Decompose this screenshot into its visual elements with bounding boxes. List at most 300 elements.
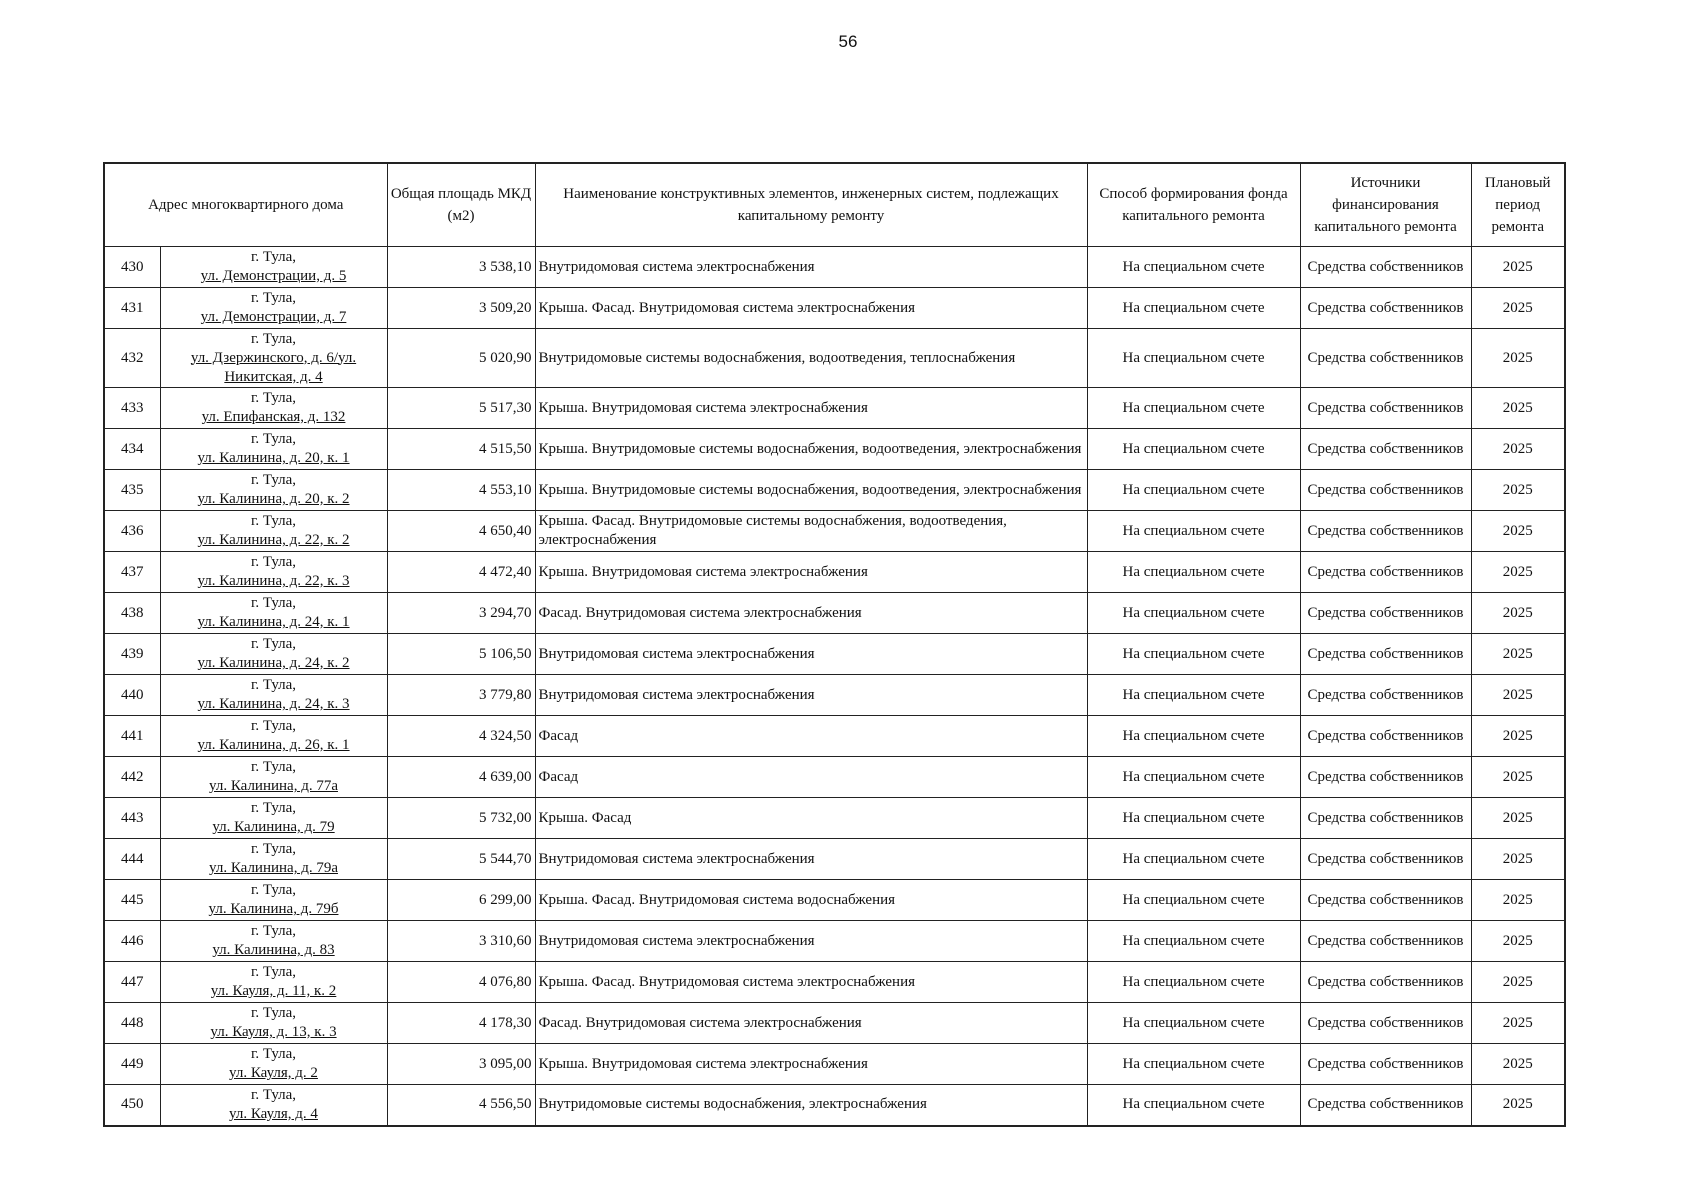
row-number-cell bbox=[104, 839, 160, 880]
address-street: ул. Калинина, д. 77а bbox=[209, 778, 338, 794]
row-number-cell bbox=[104, 593, 160, 634]
period-value: 2025 bbox=[1502, 1096, 1533, 1113]
method-cell bbox=[1087, 552, 1300, 593]
row-number-cell bbox=[104, 288, 160, 329]
source-cell bbox=[1300, 880, 1471, 921]
table-row bbox=[104, 921, 1565, 962]
elements-cell bbox=[535, 839, 1087, 880]
elements-value: Крыша. Внутридомовые системы водоснабжения, водоотведения, электроснабжения bbox=[538, 481, 1082, 498]
method-cell bbox=[1087, 675, 1300, 716]
source-value: Средства собственников bbox=[1307, 645, 1464, 662]
elements-cell bbox=[535, 388, 1087, 429]
row-number: 445 bbox=[121, 891, 144, 908]
address-cell bbox=[160, 552, 387, 593]
table-row bbox=[104, 880, 1565, 921]
elements-value: Внутридомовая система электроснабжения bbox=[538, 258, 815, 275]
source-cell bbox=[1300, 634, 1471, 675]
period-cell bbox=[1471, 757, 1565, 798]
elements-value: Крыша. Фасад. Внутридомовые системы водоснабжения, водоотведения, электроснабжения bbox=[538, 513, 1007, 548]
period-cell bbox=[1471, 1044, 1565, 1085]
source-value: Средства собственников bbox=[1307, 440, 1464, 457]
source-value: Средства собственников bbox=[1307, 809, 1464, 826]
area-value: 4 556,50 bbox=[479, 1096, 532, 1113]
period-value: 2025 bbox=[1502, 522, 1533, 539]
period-value: 2025 bbox=[1502, 299, 1533, 316]
period-cell bbox=[1471, 288, 1565, 329]
elements-value: Крыша. Внутридомовая система электроснабжения bbox=[538, 1055, 868, 1072]
method-value: На специальном счете bbox=[1122, 258, 1265, 275]
address-cell bbox=[160, 511, 387, 552]
elements-value: Внутридомовая система электроснабжения bbox=[538, 850, 815, 867]
address-street: ул. Калинина, д. 83 bbox=[212, 942, 335, 958]
address-street: ул. Демонстрации, д. 5 bbox=[200, 268, 347, 284]
elements-cell bbox=[535, 1003, 1087, 1044]
area-value: 3 294,70 bbox=[479, 604, 532, 621]
method-value: На специальном счете bbox=[1122, 850, 1265, 867]
address-city: г. Тула, bbox=[250, 290, 297, 306]
period-cell bbox=[1471, 675, 1565, 716]
area-cell bbox=[387, 839, 535, 880]
area-cell bbox=[387, 798, 535, 839]
source-value: Средства собственников bbox=[1307, 686, 1464, 703]
period-value: 2025 bbox=[1502, 1055, 1533, 1072]
row-number-cell bbox=[104, 798, 160, 839]
address-city: г. Тула, bbox=[250, 964, 297, 980]
row-number: 441 bbox=[121, 727, 144, 744]
elements-cell bbox=[535, 921, 1087, 962]
period-cell bbox=[1471, 470, 1565, 511]
period-value: 2025 bbox=[1502, 399, 1533, 416]
table-row bbox=[104, 511, 1565, 552]
elements-cell bbox=[535, 511, 1087, 552]
address-street: ул. Калинина, д. 24, к. 2 bbox=[197, 655, 350, 671]
area-value: 4 650,40 bbox=[479, 522, 532, 539]
area-cell bbox=[387, 329, 535, 388]
method-cell bbox=[1087, 329, 1300, 388]
address-city: г. Тула, bbox=[250, 882, 297, 898]
source-cell bbox=[1300, 1044, 1471, 1085]
method-cell bbox=[1087, 798, 1300, 839]
row-number-cell bbox=[104, 634, 160, 675]
address-street: ул. Кауля, д. 2 bbox=[229, 1065, 318, 1081]
elements-cell bbox=[535, 552, 1087, 593]
address-cell bbox=[160, 634, 387, 675]
area-cell bbox=[387, 757, 535, 798]
row-number: 448 bbox=[121, 1014, 144, 1031]
table-row bbox=[104, 839, 1565, 880]
address-city: г. Тула, bbox=[250, 923, 297, 939]
period-value: 2025 bbox=[1502, 850, 1533, 867]
address-city: г. Тула, bbox=[250, 718, 297, 734]
source-value: Средства собственников bbox=[1307, 891, 1464, 908]
address-street: ул. Кауля, д. 4 bbox=[229, 1105, 318, 1122]
elements-value: Крыша. Внутридомовая система электроснабжения bbox=[538, 399, 868, 416]
source-value: Средства собственников bbox=[1307, 563, 1464, 580]
elements-cell bbox=[535, 962, 1087, 1003]
address-street: ул. Калинина, д. 79 bbox=[212, 819, 335, 835]
period-value: 2025 bbox=[1502, 1014, 1533, 1031]
table-row bbox=[104, 1085, 1565, 1126]
area-cell bbox=[387, 247, 535, 288]
source-cell bbox=[1300, 962, 1471, 1003]
source-cell bbox=[1300, 798, 1471, 839]
row-number-cell bbox=[104, 429, 160, 470]
elements-cell bbox=[535, 675, 1087, 716]
period-cell bbox=[1471, 388, 1565, 429]
elements-value: Крыша. Фасад bbox=[538, 809, 632, 826]
source-value: Средства собственников bbox=[1307, 1096, 1464, 1113]
address-street: ул. Калинина, д. 20, к. 2 bbox=[197, 491, 350, 507]
elements-cell bbox=[535, 757, 1087, 798]
table-row bbox=[104, 593, 1565, 634]
address-cell bbox=[160, 429, 387, 470]
row-number: 437 bbox=[121, 563, 144, 580]
address-cell bbox=[160, 1044, 387, 1085]
row-number: 431 bbox=[121, 299, 144, 316]
source-value: Средства собственников bbox=[1307, 1014, 1464, 1031]
method-cell bbox=[1087, 921, 1300, 962]
area-value: 4 639,00 bbox=[479, 768, 532, 785]
area-value: 4 472,40 bbox=[479, 563, 532, 580]
period-cell bbox=[1471, 716, 1565, 757]
method-cell bbox=[1087, 470, 1300, 511]
area-cell bbox=[387, 1085, 535, 1126]
area-cell bbox=[387, 1003, 535, 1044]
row-number-cell bbox=[104, 511, 160, 552]
area-cell bbox=[387, 1044, 535, 1085]
address-street: ул. Кауля, д. 13, к. 3 bbox=[210, 1024, 337, 1040]
method-cell bbox=[1087, 429, 1300, 470]
period-cell bbox=[1471, 552, 1565, 593]
source-value: Средства собственников bbox=[1307, 850, 1464, 867]
period-value: 2025 bbox=[1502, 686, 1533, 703]
elements-cell bbox=[535, 247, 1087, 288]
address-cell bbox=[160, 839, 387, 880]
area-cell bbox=[387, 880, 535, 921]
method-value: На специальном счете bbox=[1122, 522, 1265, 539]
table-row bbox=[104, 429, 1565, 470]
row-number-cell bbox=[104, 388, 160, 429]
address-street: ул. Калинина, д. 26, к. 1 bbox=[197, 737, 350, 753]
elements-value: Крыша. Внутридомовые системы водоснабжения, водоотведения, электроснабжения bbox=[538, 440, 1082, 457]
method-value: На специальном счете bbox=[1122, 563, 1265, 580]
header-area: Общая площадь МКД (м2) bbox=[387, 163, 535, 247]
row-number-cell bbox=[104, 552, 160, 593]
period-cell bbox=[1471, 1085, 1565, 1126]
method-cell bbox=[1087, 880, 1300, 921]
source-value: Средства собственников bbox=[1307, 481, 1464, 498]
address-cell bbox=[160, 921, 387, 962]
row-number-cell bbox=[104, 962, 160, 1003]
period-cell bbox=[1471, 880, 1565, 921]
period-value: 2025 bbox=[1502, 481, 1533, 498]
table-row bbox=[104, 675, 1565, 716]
area-value: 3 310,60 bbox=[479, 932, 532, 949]
address-street: ул. Калинина, д. 22, к. 3 bbox=[197, 573, 350, 589]
area-cell bbox=[387, 716, 535, 757]
address-city: г. Тула, bbox=[250, 249, 297, 265]
row-number: 432 bbox=[121, 349, 144, 366]
source-cell bbox=[1300, 288, 1471, 329]
period-value: 2025 bbox=[1502, 727, 1533, 744]
source-value: Средства собственников bbox=[1307, 299, 1464, 316]
row-number-cell bbox=[104, 757, 160, 798]
header-address: Адрес многоквартирного дома bbox=[104, 163, 387, 247]
area-cell bbox=[387, 593, 535, 634]
elements-value: Внутридомовые системы водоснабжения, электроснабжения bbox=[538, 1096, 927, 1113]
elements-value: Внутридомовые системы водоснабжения, водоотведения, теплоснабжения bbox=[538, 349, 1016, 366]
row-number-cell bbox=[104, 329, 160, 388]
address-city: г. Тула, bbox=[250, 1046, 297, 1062]
address-city: г. Тула, bbox=[250, 472, 297, 488]
method-value: На специальном счете bbox=[1122, 727, 1265, 744]
address-street: ул. Калинина, д. 79а bbox=[209, 860, 338, 876]
period-cell bbox=[1471, 921, 1565, 962]
address-city: г. Тула, bbox=[250, 595, 297, 611]
row-number-cell bbox=[104, 1044, 160, 1085]
row-number-cell bbox=[104, 1085, 160, 1126]
source-cell bbox=[1300, 1003, 1471, 1044]
source-value: Средства собственников bbox=[1307, 1055, 1464, 1072]
address-street: ул. Епифанская, д. 132 bbox=[201, 409, 346, 425]
address-city: г. Тула, bbox=[250, 677, 297, 693]
elements-value: Фасад bbox=[538, 727, 579, 744]
row-number-cell bbox=[104, 921, 160, 962]
method-value: На специальном счете bbox=[1122, 481, 1265, 498]
table-row bbox=[104, 329, 1565, 388]
elements-cell bbox=[535, 470, 1087, 511]
area-value: 5 020,90 bbox=[479, 349, 532, 366]
area-cell bbox=[387, 921, 535, 962]
period-value: 2025 bbox=[1502, 645, 1533, 662]
address-city: г. Тула, bbox=[250, 1005, 297, 1021]
address-cell bbox=[160, 962, 387, 1003]
elements-value: Фасад. Внутридомовая система электроснабжения bbox=[538, 604, 862, 621]
source-cell bbox=[1300, 839, 1471, 880]
address-street: ул. Калинина, д. 22, к. 2 bbox=[197, 532, 350, 548]
address-cell bbox=[160, 247, 387, 288]
address-city: г. Тула, bbox=[250, 431, 297, 447]
table-row bbox=[104, 552, 1565, 593]
elements-value: Внутридомовая система электроснабжения bbox=[538, 932, 815, 949]
row-number: 440 bbox=[121, 686, 144, 703]
method-value: На специальном счете bbox=[1122, 399, 1265, 416]
period-value: 2025 bbox=[1502, 891, 1533, 908]
page-number: 56 bbox=[838, 32, 858, 51]
area-cell bbox=[387, 470, 535, 511]
method-value: На специальном счете bbox=[1122, 1096, 1265, 1113]
row-number: 438 bbox=[121, 604, 144, 621]
elements-cell bbox=[535, 798, 1087, 839]
method-value: На специальном счете bbox=[1122, 1014, 1265, 1031]
period-cell bbox=[1471, 247, 1565, 288]
area-value: 5 544,70 bbox=[479, 850, 532, 867]
row-number: 443 bbox=[121, 809, 144, 826]
row-number: 434 bbox=[121, 440, 144, 457]
source-value: Средства собственников bbox=[1307, 522, 1464, 539]
method-value: На специальном счете bbox=[1122, 645, 1265, 662]
period-value: 2025 bbox=[1502, 604, 1533, 621]
address-cell bbox=[160, 675, 387, 716]
header-method: Способ формирования фонда капитального ремонта bbox=[1087, 163, 1300, 247]
row-number-cell bbox=[104, 675, 160, 716]
method-cell bbox=[1087, 288, 1300, 329]
period-cell bbox=[1471, 511, 1565, 552]
source-cell bbox=[1300, 470, 1471, 511]
address-city: г. Тула, bbox=[250, 513, 297, 529]
method-cell bbox=[1087, 1044, 1300, 1085]
source-cell bbox=[1300, 716, 1471, 757]
method-value: На специальном счете bbox=[1122, 299, 1265, 316]
table-row bbox=[104, 716, 1565, 757]
source-cell bbox=[1300, 329, 1471, 388]
table-row bbox=[104, 798, 1565, 839]
period-value: 2025 bbox=[1502, 563, 1533, 580]
method-value: На специальном счете bbox=[1122, 1055, 1265, 1072]
address-city: г. Тула, bbox=[250, 1086, 297, 1103]
elements-value: Крыша. Фасад. Внутридомовая система электроснабжения bbox=[538, 973, 916, 990]
period-value: 2025 bbox=[1502, 258, 1533, 275]
table-row bbox=[104, 757, 1565, 798]
elements-cell bbox=[535, 1044, 1087, 1085]
elements-value: Крыша. Фасад. Внутридомовая система электроснабжения bbox=[538, 299, 916, 316]
row-number-cell bbox=[104, 470, 160, 511]
row-number: 439 bbox=[121, 645, 144, 662]
source-cell bbox=[1300, 593, 1471, 634]
address-city: г. Тула, bbox=[250, 841, 297, 857]
method-cell bbox=[1087, 511, 1300, 552]
area-value: 4 324,50 bbox=[479, 727, 532, 744]
address-city: г. Тула, bbox=[250, 800, 297, 816]
table-body bbox=[104, 247, 1565, 1126]
table-row bbox=[104, 962, 1565, 1003]
method-value: На специальном счете bbox=[1122, 973, 1265, 990]
elements-value: Внутридомовая система электроснабжения bbox=[538, 686, 815, 703]
area-value: 4 178,30 bbox=[479, 1014, 532, 1031]
elements-cell bbox=[535, 716, 1087, 757]
address-cell bbox=[160, 593, 387, 634]
area-cell bbox=[387, 962, 535, 1003]
period-cell bbox=[1471, 593, 1565, 634]
row-number: 444 bbox=[121, 850, 144, 867]
period-cell bbox=[1471, 839, 1565, 880]
area-value: 4 076,80 bbox=[479, 973, 532, 990]
row-number: 447 bbox=[121, 973, 144, 990]
address-street: ул. Калинина, д. 24, к. 1 bbox=[197, 614, 350, 630]
table-row bbox=[104, 288, 1565, 329]
area-cell bbox=[387, 429, 535, 470]
table-row bbox=[104, 1003, 1565, 1044]
area-value: 3 095,00 bbox=[479, 1055, 532, 1072]
area-value: 3 779,80 bbox=[479, 686, 532, 703]
method-value: На специальном счете bbox=[1122, 349, 1265, 366]
elements-cell bbox=[535, 329, 1087, 388]
area-cell bbox=[387, 511, 535, 552]
source-cell bbox=[1300, 921, 1471, 962]
elements-value: Внутридомовая система электроснабжения bbox=[538, 645, 815, 662]
area-value: 5 732,00 bbox=[479, 809, 532, 826]
elements-value: Фасад bbox=[538, 768, 579, 785]
period-cell bbox=[1471, 634, 1565, 675]
address-street: ул. Калинина, д. 20, к. 1 bbox=[197, 450, 350, 466]
table-row bbox=[104, 634, 1565, 675]
address-city: г. Тула, bbox=[250, 759, 297, 775]
method-value: На специальном счете bbox=[1122, 891, 1265, 908]
row-number: 442 bbox=[121, 768, 144, 785]
source-cell bbox=[1300, 388, 1471, 429]
area-cell bbox=[387, 288, 535, 329]
method-cell bbox=[1087, 962, 1300, 1003]
period-value: 2025 bbox=[1502, 973, 1533, 990]
method-cell bbox=[1087, 634, 1300, 675]
source-value: Средства собственников bbox=[1307, 973, 1464, 990]
table-row bbox=[104, 470, 1565, 511]
period-value: 2025 bbox=[1502, 440, 1533, 457]
method-cell bbox=[1087, 593, 1300, 634]
address-cell bbox=[160, 757, 387, 798]
source-value: Средства собственников bbox=[1307, 768, 1464, 785]
area-value: 5 517,30 bbox=[479, 399, 532, 416]
row-number-cell bbox=[104, 880, 160, 921]
period-value: 2025 bbox=[1502, 768, 1533, 785]
row-number-cell bbox=[104, 716, 160, 757]
area-cell bbox=[387, 552, 535, 593]
elements-value: Крыша. Фасад. Внутридомовая система водоснабжения bbox=[538, 891, 896, 908]
repair-plan-table bbox=[103, 162, 1566, 1127]
source-cell bbox=[1300, 429, 1471, 470]
area-cell bbox=[387, 634, 535, 675]
row-number-cell bbox=[104, 1003, 160, 1044]
period-cell bbox=[1471, 962, 1565, 1003]
address-city: г. Тула, bbox=[250, 390, 297, 406]
source-value: Средства собственников bbox=[1307, 349, 1464, 366]
method-value: На специальном счете bbox=[1122, 809, 1265, 826]
header-source: Источники финансирования капитального ремонта bbox=[1300, 163, 1471, 247]
row-number: 450 bbox=[121, 1096, 144, 1113]
elements-cell bbox=[535, 634, 1087, 675]
area-value: 5 106,50 bbox=[479, 645, 532, 662]
area-value: 4 553,10 bbox=[479, 481, 532, 498]
elements-cell bbox=[535, 288, 1087, 329]
address-street: ул. Дзержинского, д. 6/ул. Никитская, д. 4 bbox=[190, 349, 357, 385]
address-cell bbox=[160, 388, 387, 429]
method-cell bbox=[1087, 1003, 1300, 1044]
address-cell bbox=[160, 1085, 387, 1126]
address-cell bbox=[160, 716, 387, 757]
method-cell bbox=[1087, 757, 1300, 798]
address-street: ул. Калинина, д. 24, к. 3 bbox=[197, 696, 350, 712]
elements-cell bbox=[535, 880, 1087, 921]
source-value: Средства собственников bbox=[1307, 258, 1464, 275]
row-number: 435 bbox=[121, 481, 144, 498]
row-number: 446 bbox=[121, 932, 144, 949]
area-cell bbox=[387, 675, 535, 716]
period-cell bbox=[1471, 1003, 1565, 1044]
source-cell bbox=[1300, 247, 1471, 288]
method-cell bbox=[1087, 1085, 1300, 1126]
area-value: 6 299,00 bbox=[479, 891, 532, 908]
row-number: 436 bbox=[121, 522, 144, 539]
source-value: Средства собственников bbox=[1307, 932, 1464, 949]
address-street: ул. Кауля, д. 11, к. 2 bbox=[210, 983, 337, 999]
method-value: На специальном счете bbox=[1122, 768, 1265, 785]
row-number-cell bbox=[104, 247, 160, 288]
area-cell bbox=[387, 388, 535, 429]
address-city: г. Тула, bbox=[250, 330, 297, 347]
address-city: г. Тула, bbox=[250, 554, 297, 570]
source-cell bbox=[1300, 1085, 1471, 1126]
period-cell bbox=[1471, 329, 1565, 388]
